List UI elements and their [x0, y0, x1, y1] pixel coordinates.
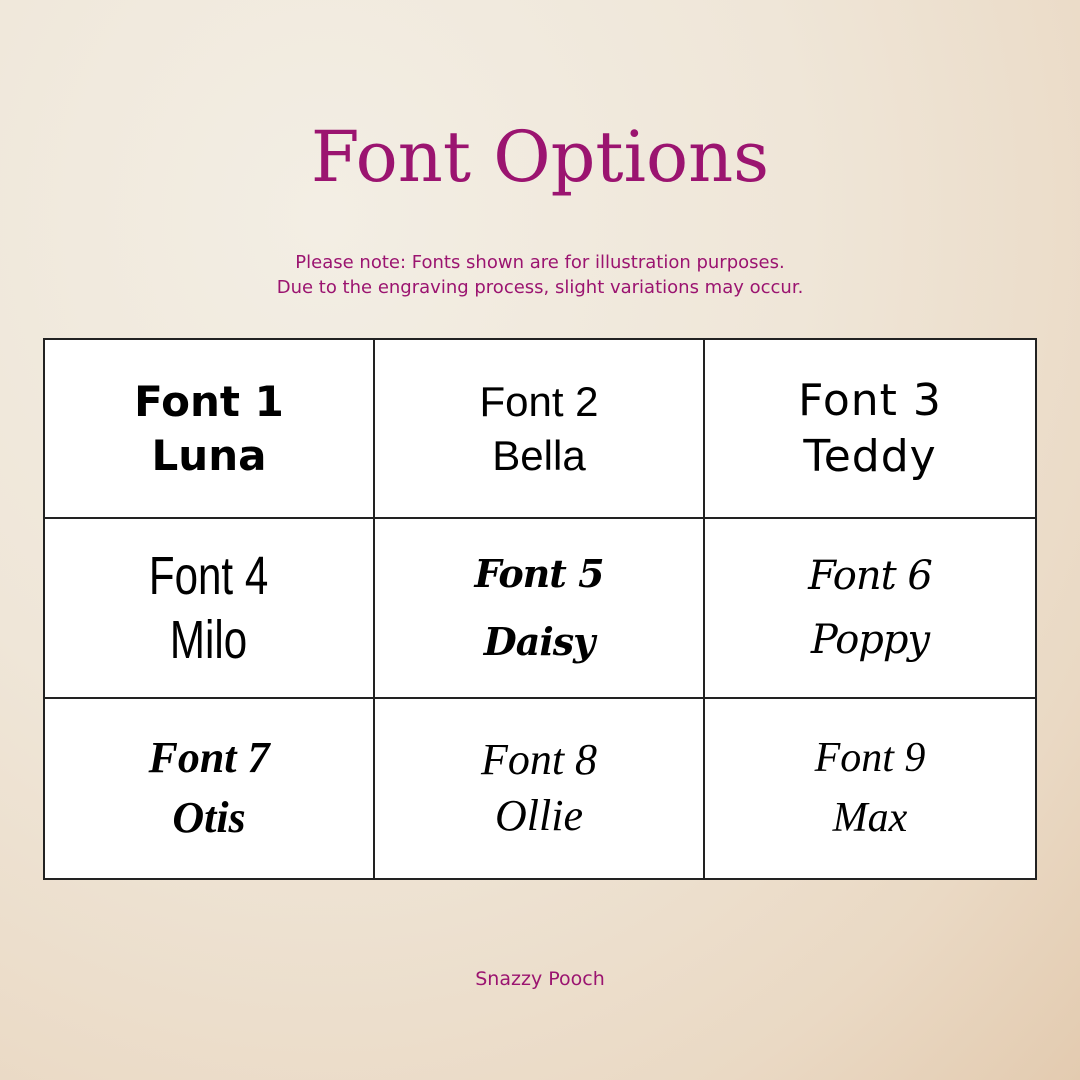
- font-cell-7: [45, 699, 375, 878]
- font-cell-1: [45, 340, 375, 519]
- font-cell-6: [705, 519, 1035, 698]
- font-label: Font 6: [808, 552, 932, 599]
- disclaimer-line-1: Please note: Fonts shown are for illustration purposes.: [295, 252, 785, 273]
- brand-name: Snazzy Pooch: [475, 968, 605, 990]
- font-cell-8: [375, 699, 705, 878]
- page-title: Font Options: [310, 116, 770, 198]
- font-cell-2: [375, 340, 705, 519]
- font-label: Font 7: [148, 733, 270, 783]
- font-sample-name: Teddy: [803, 430, 937, 482]
- font-sample-name: Luna: [151, 430, 267, 480]
- font-sample-name: Max: [832, 795, 908, 842]
- font-label: Font 5: [474, 550, 604, 596]
- font-sample-name: Bella: [492, 431, 586, 479]
- font-sample-name: Ollie: [495, 791, 583, 841]
- disclaimer-line-2: Due to the engraving process, slight variations may occur.: [276, 277, 804, 298]
- font-grid: [43, 338, 1037, 880]
- font-cell-5: [375, 519, 705, 698]
- font-label: Font 4: [149, 545, 269, 606]
- font-cell-9: [705, 699, 1035, 878]
- disclaimer-note: [0, 250, 1080, 300]
- font-label: Font 2: [479, 377, 599, 425]
- font-cell-4: [45, 519, 375, 698]
- font-cell-3: [705, 340, 1035, 519]
- font-sample-name: Daisy: [483, 618, 595, 664]
- font-label: Font 9: [814, 735, 926, 782]
- font-sample-name: Milo: [170, 609, 248, 670]
- font-label: Font 1: [134, 376, 284, 426]
- font-label: Font 8: [480, 735, 598, 785]
- font-label: Font 3: [798, 374, 942, 426]
- font-sample-name: Poppy: [810, 616, 930, 663]
- font-sample-name: Otis: [172, 793, 246, 843]
